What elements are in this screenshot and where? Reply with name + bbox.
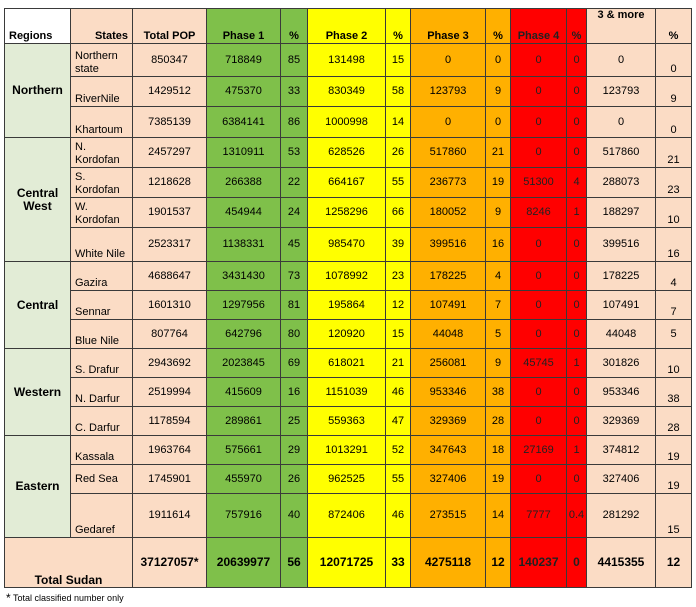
phase5-cell: 953346 (587, 378, 656, 407)
phase1-cell: 289861 (207, 407, 281, 436)
pct5-cell: 10 (656, 349, 692, 378)
total-phase3: 4275118 (411, 538, 486, 588)
pop-cell: 2457297 (133, 138, 207, 168)
state-cell: Khartoum (71, 107, 133, 138)
phase4-cell: 7777 (511, 494, 567, 538)
phase3-cell: 953346 (411, 378, 486, 407)
state-cell: N. Darfur (71, 378, 133, 407)
pop-cell: 1901537 (133, 198, 207, 228)
phase2-cell: 195864 (308, 291, 386, 320)
pct4-cell: 0 (567, 44, 587, 77)
phase2-cell: 1151039 (308, 378, 386, 407)
table-row (5, 291, 692, 320)
phase1-cell: 757916 (207, 494, 281, 538)
pct5-cell: 0 (656, 44, 692, 77)
phase3-cell: 399516 (411, 228, 486, 262)
pct5-cell: 19 (656, 436, 692, 465)
phase3-cell: 256081 (411, 349, 486, 378)
state-cell: Red Sea (71, 465, 133, 494)
pct3-cell: 18 (486, 436, 511, 465)
footnote-asterisk: * (6, 591, 11, 605)
phase1-cell: 642796 (207, 320, 281, 349)
phase4-cell: 0 (511, 378, 567, 407)
state-cell: White Nile (71, 228, 133, 262)
state-cell: Kassala (71, 436, 133, 465)
header-pct3: % (486, 9, 511, 44)
pct1-cell: 33 (281, 77, 308, 107)
pct1-cell: 40 (281, 494, 308, 538)
pop-cell: 7385139 (133, 107, 207, 138)
pct3-cell: 19 (486, 168, 511, 198)
footnote (6, 590, 124, 604)
header-phase4: Phase 4 (511, 9, 567, 44)
header-pct1: % (281, 9, 308, 44)
phase4-cell: 0 (511, 107, 567, 138)
phase1-cell: 2023845 (207, 349, 281, 378)
phase1-cell: 415609 (207, 378, 281, 407)
phase3-cell: 44048 (411, 320, 486, 349)
pop-cell: 2523317 (133, 228, 207, 262)
phase1-cell: 718849 (207, 44, 281, 77)
pct3-cell: 38 (486, 378, 511, 407)
phase4-cell: 8246 (511, 198, 567, 228)
phase4-cell: 0 (511, 138, 567, 168)
pct2-cell: 66 (386, 198, 411, 228)
pop-cell: 1601310 (133, 291, 207, 320)
phase1-cell: 6384141 (207, 107, 281, 138)
phase2-cell: 131498 (308, 44, 386, 77)
phase2-cell: 1000998 (308, 107, 386, 138)
total-phase5: 4415355 (587, 538, 656, 588)
pct4-cell: 0 (567, 320, 587, 349)
pct1-cell: 16 (281, 378, 308, 407)
pct5-cell: 28 (656, 407, 692, 436)
pct4-cell: 1 (567, 198, 587, 228)
table-row (5, 228, 692, 262)
phase2-cell: 1013291 (308, 436, 386, 465)
phase4-cell: 0 (511, 465, 567, 494)
region-eastern: Eastern (5, 436, 71, 538)
pct3-cell: 4 (486, 262, 511, 291)
pct1-cell: 80 (281, 320, 308, 349)
pop-cell: 1911614 (133, 494, 207, 538)
pct4-cell: 1 (567, 436, 587, 465)
state-cell: W. Kordofan (71, 198, 133, 228)
header-phase5: 3 & more (587, 9, 656, 44)
pct2-cell: 23 (386, 262, 411, 291)
pct5-cell: 7 (656, 291, 692, 320)
phase2-cell: 664167 (308, 168, 386, 198)
phase2-cell: 559363 (308, 407, 386, 436)
phase2-cell: 1078992 (308, 262, 386, 291)
phase3-cell: 236773 (411, 168, 486, 198)
state-cell: S. Kordofan (71, 168, 133, 198)
header-phase3: Phase 3 (411, 9, 486, 44)
phase5-cell: 107491 (587, 291, 656, 320)
pct3-cell: 7 (486, 291, 511, 320)
phase4-cell: 0 (511, 44, 567, 77)
pop-cell: 2943692 (133, 349, 207, 378)
phase5-cell: 288073 (587, 168, 656, 198)
pct2-cell: 55 (386, 168, 411, 198)
phase5-cell: 0 (587, 107, 656, 138)
phase2-cell: 872406 (308, 494, 386, 538)
header-phase1: Phase 1 (207, 9, 281, 44)
state-cell: Sennar (71, 291, 133, 320)
region-central-west: Central West (5, 138, 71, 262)
pct5-cell: 38 (656, 378, 692, 407)
pct3-cell: 9 (486, 77, 511, 107)
phase2-cell: 962525 (308, 465, 386, 494)
pop-cell: 850347 (133, 44, 207, 77)
table-row (5, 378, 692, 407)
pct4-cell: 0 (567, 228, 587, 262)
total-pct2: 33 (386, 538, 411, 588)
state-cell: RiverNile (71, 77, 133, 107)
phase3-cell: 329369 (411, 407, 486, 436)
phase1-cell: 3431430 (207, 262, 281, 291)
pct1-cell: 53 (281, 138, 308, 168)
phase4-cell: 0 (511, 77, 567, 107)
table-row (5, 138, 692, 168)
pct3-cell: 28 (486, 407, 511, 436)
state-cell: S. Drafur (71, 349, 133, 378)
total-phase2: 12071725 (308, 538, 386, 588)
phase5-cell: 517860 (587, 138, 656, 168)
pct5-cell: 23 (656, 168, 692, 198)
pct2-cell: 55 (386, 465, 411, 494)
pct2-cell: 14 (386, 107, 411, 138)
pct3-cell: 0 (486, 107, 511, 138)
phase2-cell: 985470 (308, 228, 386, 262)
phase3-cell: 0 (411, 44, 486, 77)
phase5-cell: 329369 (587, 407, 656, 436)
phase1-cell: 475370 (207, 77, 281, 107)
phase2-cell: 120920 (308, 320, 386, 349)
pct5-cell: 21 (656, 138, 692, 168)
pct3-cell: 5 (486, 320, 511, 349)
phase3-cell: 327406 (411, 465, 486, 494)
pct4-cell: 1 (567, 349, 587, 378)
pct2-cell: 26 (386, 138, 411, 168)
phase5-cell: 0 (587, 44, 656, 77)
phase1-cell: 575661 (207, 436, 281, 465)
total-row (5, 538, 692, 588)
pct5-cell: 19 (656, 465, 692, 494)
region-central: Central (5, 262, 71, 349)
pct2-cell: 46 (386, 494, 411, 538)
footnote-text: Total classified number only (13, 593, 124, 603)
pct1-cell: 26 (281, 465, 308, 494)
pct1-cell: 45 (281, 228, 308, 262)
phase3-cell: 178225 (411, 262, 486, 291)
phase5-cell: 188297 (587, 198, 656, 228)
phase4-cell: 0 (511, 291, 567, 320)
pct3-cell: 0 (486, 44, 511, 77)
state-cell: Gazira (71, 262, 133, 291)
header-regions: Regions (5, 9, 71, 44)
pop-cell: 1429512 (133, 77, 207, 107)
pop-cell: 1218628 (133, 168, 207, 198)
header-states: States (71, 9, 133, 44)
phase5-cell: 374812 (587, 436, 656, 465)
total-pct1: 56 (281, 538, 308, 588)
header-pct5: % (656, 9, 692, 44)
pct1-cell: 85 (281, 44, 308, 77)
pct4-cell: 0.4 (567, 494, 587, 538)
phase1-cell: 266388 (207, 168, 281, 198)
pct1-cell: 69 (281, 349, 308, 378)
phase4-cell: 0 (511, 320, 567, 349)
table-row (5, 407, 692, 436)
phase5-cell: 399516 (587, 228, 656, 262)
table-row (5, 107, 692, 138)
phase5-cell: 178225 (587, 262, 656, 291)
state-cell: Blue Nile (71, 320, 133, 349)
phase4-cell: 51300 (511, 168, 567, 198)
pct2-cell: 15 (386, 320, 411, 349)
total-pct3: 12 (486, 538, 511, 588)
pct5-cell: 15 (656, 494, 692, 538)
table-row (5, 465, 692, 494)
pct2-cell: 58 (386, 77, 411, 107)
table-row (5, 77, 692, 107)
pct3-cell: 21 (486, 138, 511, 168)
phase2-cell: 830349 (308, 77, 386, 107)
pct3-cell: 14 (486, 494, 511, 538)
phase4-cell: 0 (511, 407, 567, 436)
state-cell: N. Kordofan (71, 138, 133, 168)
phase5-cell: 44048 (587, 320, 656, 349)
pop-cell: 1745901 (133, 465, 207, 494)
pct4-cell: 0 (567, 138, 587, 168)
pct1-cell: 24 (281, 198, 308, 228)
pop-cell: 1963764 (133, 436, 207, 465)
pct5-cell: 9 (656, 77, 692, 107)
phase2-cell: 1258296 (308, 198, 386, 228)
phase2-cell: 628526 (308, 138, 386, 168)
pct4-cell: 0 (567, 262, 587, 291)
pct2-cell: 46 (386, 378, 411, 407)
phase3-cell: 0 (411, 107, 486, 138)
table-row (5, 320, 692, 349)
phase1-cell: 1297956 (207, 291, 281, 320)
region-northern: Northern (5, 44, 71, 138)
table-row (5, 168, 692, 198)
pop-cell: 1178594 (133, 407, 207, 436)
total-pct4: 0 (567, 538, 587, 588)
pct1-cell: 73 (281, 262, 308, 291)
pct5-cell: 5 (656, 320, 692, 349)
pct5-cell: 4 (656, 262, 692, 291)
phase5-cell: 281292 (587, 494, 656, 538)
phase3-cell: 273515 (411, 494, 486, 538)
pct4-cell: 0 (567, 291, 587, 320)
total-pct5: 12 (656, 538, 692, 588)
phase4-cell: 0 (511, 228, 567, 262)
phase4-cell: 45745 (511, 349, 567, 378)
table-row (5, 262, 692, 291)
pop-cell: 807764 (133, 320, 207, 349)
table-row (5, 198, 692, 228)
phase3-cell: 517860 (411, 138, 486, 168)
pct5-cell: 16 (656, 228, 692, 262)
state-cell: Northern state (71, 44, 133, 77)
pct3-cell: 16 (486, 228, 511, 262)
header-pct4: % (567, 9, 587, 44)
total-label: Total Sudan (5, 538, 133, 588)
total-pop: 37127057* (133, 538, 207, 588)
pct3-cell: 9 (486, 198, 511, 228)
region-western: Western (5, 349, 71, 436)
total-phase4: 140237 (511, 538, 567, 588)
pct1-cell: 25 (281, 407, 308, 436)
total-phase1: 20639977 (207, 538, 281, 588)
pct4-cell: 0 (567, 465, 587, 494)
header-total-pop: Total POP (133, 9, 207, 44)
header-row (5, 9, 692, 44)
pct4-cell: 0 (567, 107, 587, 138)
phase5-cell: 123793 (587, 77, 656, 107)
pct4-cell: 0 (567, 378, 587, 407)
phase3-cell: 180052 (411, 198, 486, 228)
pct4-cell: 0 (567, 407, 587, 436)
pct1-cell: 81 (281, 291, 308, 320)
phase5-cell: 301826 (587, 349, 656, 378)
phase1-cell: 1310911 (207, 138, 281, 168)
pct2-cell: 39 (386, 228, 411, 262)
table-row (5, 436, 692, 465)
phase2-cell: 618021 (308, 349, 386, 378)
ipc-phase-table (4, 8, 692, 588)
pct1-cell: 86 (281, 107, 308, 138)
phase3-cell: 123793 (411, 77, 486, 107)
phase3-cell: 107491 (411, 291, 486, 320)
pct4-cell: 0 (567, 77, 587, 107)
pct2-cell: 47 (386, 407, 411, 436)
pct5-cell: 0 (656, 107, 692, 138)
pct1-cell: 22 (281, 168, 308, 198)
pct1-cell: 29 (281, 436, 308, 465)
pct3-cell: 19 (486, 465, 511, 494)
phase5-cell: 327406 (587, 465, 656, 494)
state-cell: C. Darfur (71, 407, 133, 436)
pct4-cell: 4 (567, 168, 587, 198)
state-cell: Gedaref (71, 494, 133, 538)
header-phase2: Phase 2 (308, 9, 386, 44)
phase1-cell: 454944 (207, 198, 281, 228)
pop-cell: 4688647 (133, 262, 207, 291)
phase3-cell: 347643 (411, 436, 486, 465)
table-row (5, 44, 692, 77)
phase4-cell: 27169 (511, 436, 567, 465)
header-pct2: % (386, 9, 411, 44)
phase1-cell: 455970 (207, 465, 281, 494)
pop-cell: 2519994 (133, 378, 207, 407)
phase4-cell: 0 (511, 262, 567, 291)
table-row (5, 349, 692, 378)
phase1-cell: 1138331 (207, 228, 281, 262)
pct3-cell: 9 (486, 349, 511, 378)
pct5-cell: 10 (656, 198, 692, 228)
pct2-cell: 12 (386, 291, 411, 320)
pct2-cell: 52 (386, 436, 411, 465)
table-row (5, 494, 692, 538)
pct2-cell: 21 (386, 349, 411, 378)
pct2-cell: 15 (386, 44, 411, 77)
